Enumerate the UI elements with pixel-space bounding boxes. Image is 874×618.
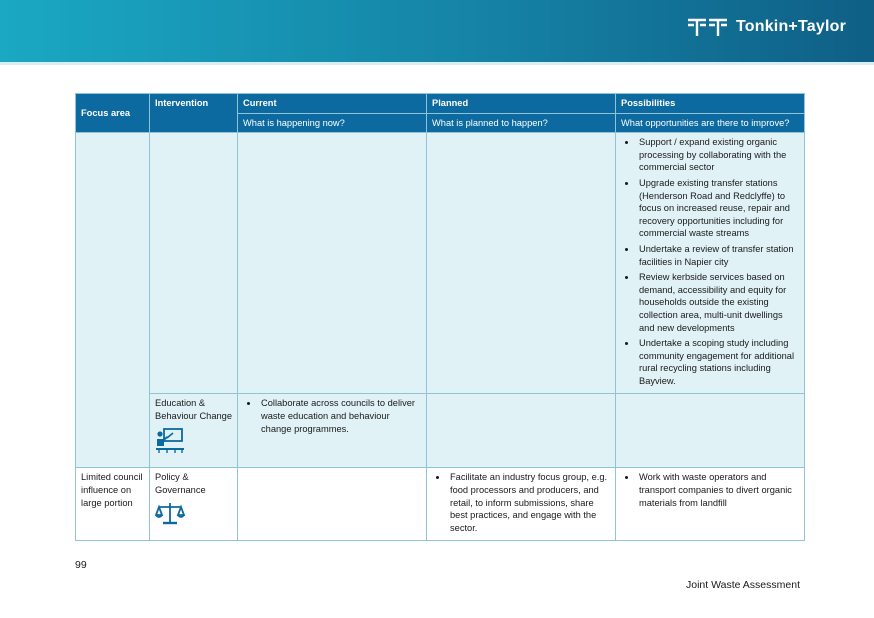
current-cell: [238, 468, 427, 541]
possibilities-list: [621, 136, 799, 387]
intervention-cell: [150, 133, 238, 394]
possibilities-list: [621, 471, 799, 509]
footer-title: Joint Waste Assessment: [686, 579, 800, 591]
scales-icon: [155, 501, 185, 527]
subheader-planned: What is planned to happen?: [427, 113, 616, 133]
intervention-label: Policy & Governance: [155, 472, 206, 496]
planned-cell: [427, 468, 616, 541]
list-item: • Collaborate across councils to deliver waste education and behaviour change programmes.: [259, 397, 421, 435]
current-cell: [238, 133, 427, 394]
list-item: • Review kerbside services based on demand, accessibility and equity for households outside the existing collection area, multi-unit dwellings and new developments: [637, 271, 799, 334]
planned-cell: [427, 394, 616, 468]
page-number: 99: [75, 559, 87, 571]
list-item: • Facilitate an industry focus group, e.g. food processors and producers, and retail, to inform submissions, share best practices, and engage with the sector.: [448, 471, 610, 534]
list-item: • Upgrade existing transfer stations (Henderson Road and Redclyffe) to focus on increased reuse, repair and recovery opportunities including for commercial waste streams: [637, 177, 799, 240]
list-item: • Undertake a scoping study including community engagement for additional rural recycling stations including Bayview.: [637, 337, 799, 387]
possibilities-cell: [616, 133, 805, 394]
focus-area-cell: Limited council influence on large portion: [76, 468, 150, 541]
presenter-icon: [155, 427, 185, 453]
brand-logo: [686, 16, 846, 38]
list-item: • Support / expand existing organic processing by collaborating with the commercial sector: [637, 136, 799, 174]
planned-cell: [427, 133, 616, 394]
waste-assessment-table: [75, 93, 805, 541]
subheader-possibilities: What opportunities are there to improve?: [616, 113, 805, 133]
possibilities-cell: [616, 468, 805, 541]
current-cell: [238, 394, 427, 468]
col-header-possibilities: Possibilities: [616, 94, 805, 114]
list-item: • Work with waste operators and transport companies to divert organic materials from landfill: [637, 471, 799, 509]
table-row: [76, 468, 805, 541]
table-row: [76, 133, 805, 394]
planned-list: [432, 471, 610, 534]
intervention-label: Education & Behaviour Change: [155, 398, 233, 422]
col-header-focus-area: Focus area: [76, 94, 150, 133]
focus-area-cell: [76, 133, 150, 468]
list-item: • Undertake a review of transfer station facilities in Napier city: [637, 243, 799, 268]
tt-logo-icon: [686, 16, 730, 38]
intervention-cell: [150, 468, 238, 541]
current-list: [243, 397, 421, 435]
col-header-planned: Planned: [427, 94, 616, 114]
brand-name: Tonkin+Taylor: [735, 18, 846, 35]
col-header-current: Current: [238, 94, 427, 114]
table-row: [76, 394, 805, 468]
table-header-row: [76, 94, 805, 114]
possibilities-cell: [616, 394, 805, 468]
col-header-intervention: Intervention: [150, 94, 238, 133]
intervention-cell: [150, 394, 238, 468]
subheader-current: What is happening now?: [238, 113, 427, 133]
banner-divider: [0, 62, 874, 65]
